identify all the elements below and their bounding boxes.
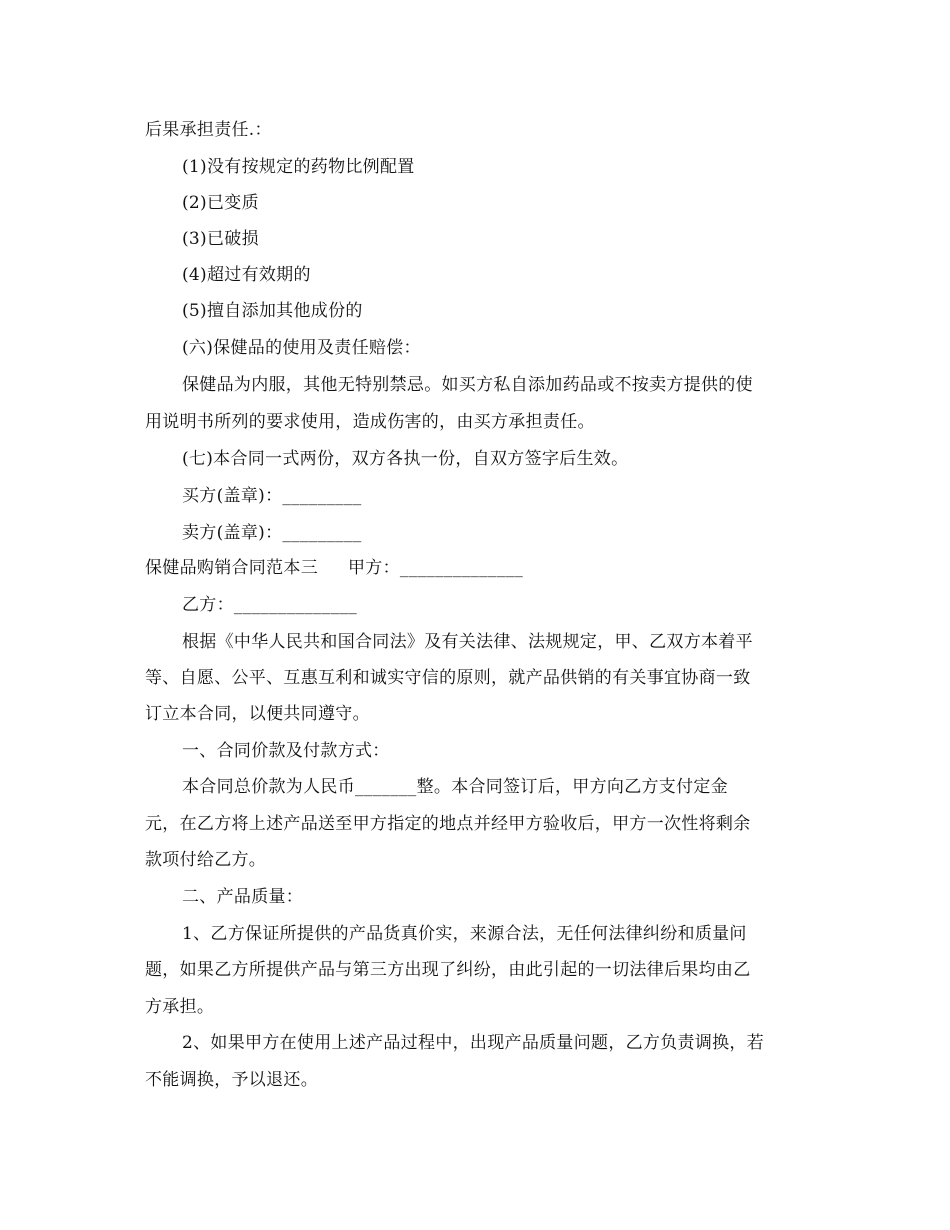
contract-title: 保健品购销合同范本三 (145, 558, 318, 578)
paragraph-line: 根据《中华人民共和国合同法》及有关法律、法规规定，甲、乙双方本着平 (182, 632, 753, 652)
list-item: (1)没有按规定的药物比例配置 (182, 157, 415, 177)
paragraph-line: 保健品为内服，其他无特别禁忌。如买方私自添加药品或不按卖方提供的使 (182, 375, 753, 395)
list-item: (3)已破损 (182, 229, 259, 249)
paragraph-line: 等、自愿、公平、互惠互利和诚实守信的原则，就产品供销的有关事宜协商一致 (145, 668, 751, 688)
signature-line-buyer: 买方(盖章)：_________ (182, 486, 362, 506)
title-line (145, 556, 523, 580)
paragraph-line: 本合同总价款为人民币_______整。本合同签订后，甲方向乙方支付定金 (182, 777, 728, 797)
paragraph-line: (七)本合同一式两份，双方各执一份，自双方签字后生效。 (182, 449, 629, 469)
paragraph-line: 方承担。 (145, 997, 215, 1017)
list-item: (5)擅自添加其他成份的 (182, 301, 363, 321)
paragraph-line: 用说明书所列的要求使用，造成伤害的，由买方承担责任。 (145, 412, 595, 432)
section-heading: 二、产品质量： (182, 887, 304, 907)
party-b-line: 乙方：______________ (182, 595, 358, 615)
party-a-line: 甲方：______________ (348, 558, 524, 578)
paragraph-line: 1、乙方保证所提供的产品货真价实，来源合法，无任何法律纠纷和质量问 (182, 924, 747, 944)
paragraph-line: 题，如果乙方所提供产品与第三方出现了纠纷，由此引起的一切法律后果均由乙 (145, 960, 751, 980)
paragraph-line: 订立本合同，以便共同遵守。 (145, 704, 370, 724)
section-heading: (六)保健品的使用及责任赔偿： (182, 338, 421, 358)
list-item: (2)已变质 (182, 193, 259, 213)
signature-line-seller: 卖方(盖章)：_________ (182, 523, 362, 543)
section-heading: 一、合同价款及付款方式： (182, 741, 390, 761)
paragraph-line: 2、如果甲方在使用上述产品过程中，出现产品质量问题，乙方负责调换，若 (182, 1033, 765, 1053)
text-line: 后果承担责任.： (145, 120, 272, 140)
paragraph-line: 不能调换，予以退还。 (145, 1070, 318, 1090)
paragraph-line: 款项付给乙方。 (145, 850, 267, 870)
list-item: (4)超过有效期的 (182, 265, 311, 285)
paragraph-line: 元，在乙方将上述产品送至甲方指定的地点并经甲方验收后，甲方一次性将剩余 (145, 814, 751, 834)
